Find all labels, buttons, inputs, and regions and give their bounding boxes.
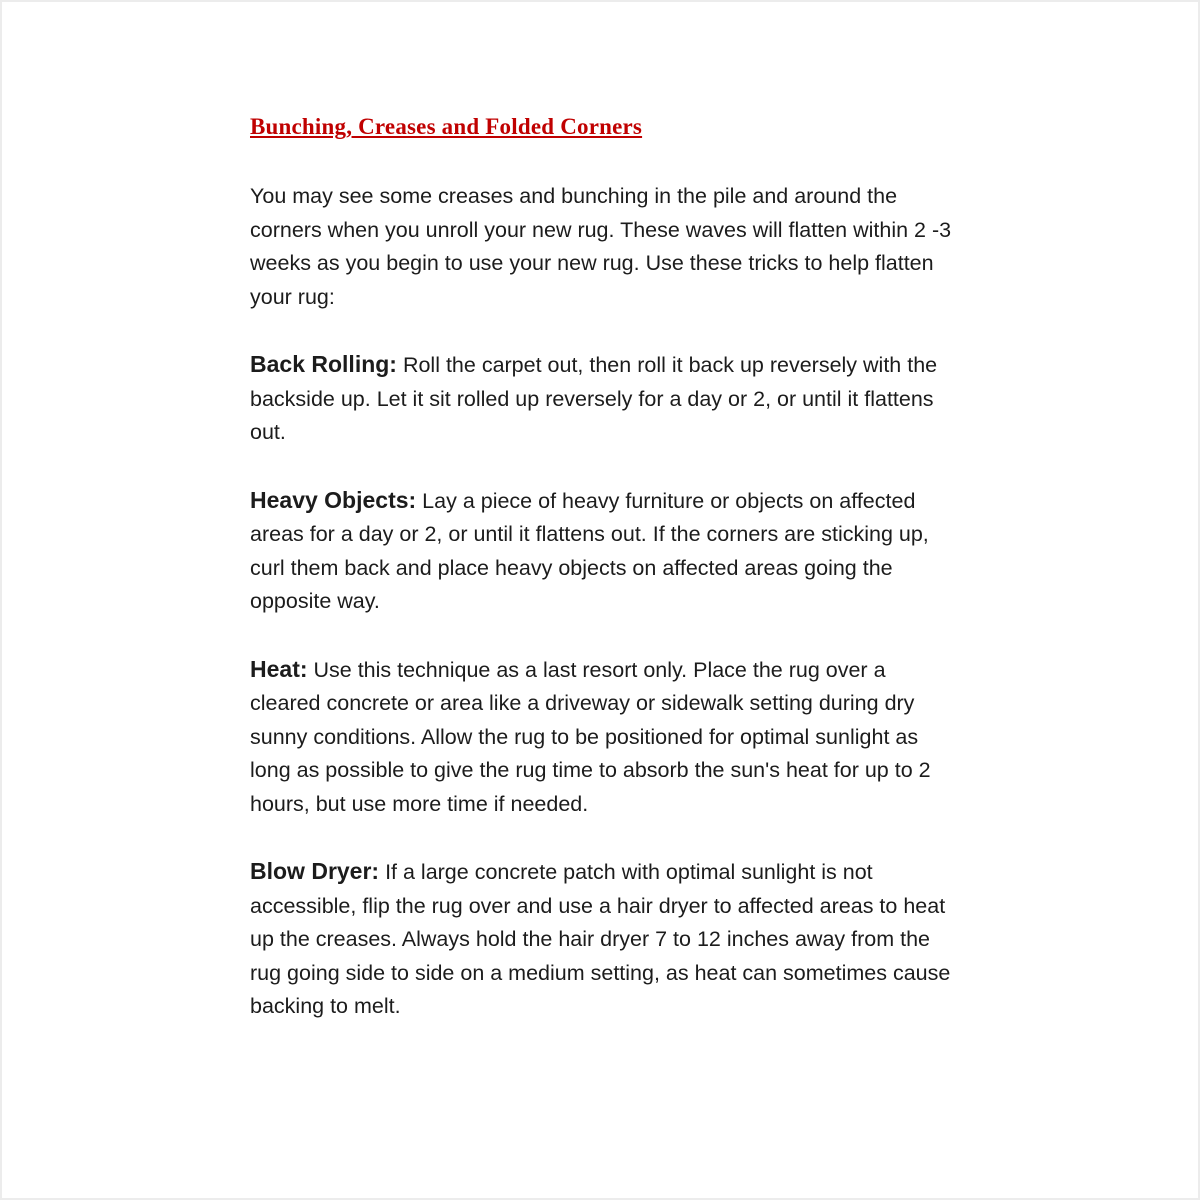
section-blow-dryer-text: If a large concrete patch with optimal sunlight is not accessible, flip the rug over and use a hair dryer to affected areas to heat up the creases. Always hold the hair dryer 7 to 12 inches away from the rug going side to side on a medium setting, as heat can sometimes cause backing to melt. [250, 860, 951, 1018]
section-back-rolling-label: Back Rolling: [250, 351, 397, 377]
section-back-rolling [250, 348, 962, 450]
section-heat [250, 653, 962, 822]
section-blow-dryer [250, 855, 962, 1024]
section-heavy-objects-label: Heavy Objects: [250, 486, 417, 513]
section-heat-text: Use this technique as a last resort only. Place the rug over a cleared concrete or area like a driveway or sidewalk setting during dry sunny conditions. Allow the rug to be positioned for optimal sunlight as long as possible to give the rug time to absorb the sun's heat for up to 2 hours, but use more time if needed. [250, 657, 931, 816]
section-heavy-objects [250, 484, 962, 619]
document-body [250, 114, 962, 1024]
intro-paragraph: You may see some creases and bunching in the pile and around the corners when you unroll your new rug. These waves will flatten within 2 -3 weeks as you begin to use your new rug. Use these tricks to help flatten your rug: [250, 184, 952, 309]
document-heading: Bunching, Creases and Folded Corners [250, 114, 643, 139]
section-heat-label: Heat: [250, 655, 308, 682]
section-heavy-objects-text: Lay a piece of heavy furniture or objects on affected areas for a day or 2, or until it flattens out. If the corners are sticking up, curl them back and place heavy objects on affected areas going the opposite way. [250, 488, 929, 613]
section-back-rolling-text: Roll the carpet out, then roll it back up reversely with the backside up. Let it sit rolled up reversely for a day or 2, or until it flattens out. [250, 353, 938, 444]
section-blow-dryer-label: Blow Dryer: [250, 858, 380, 884]
